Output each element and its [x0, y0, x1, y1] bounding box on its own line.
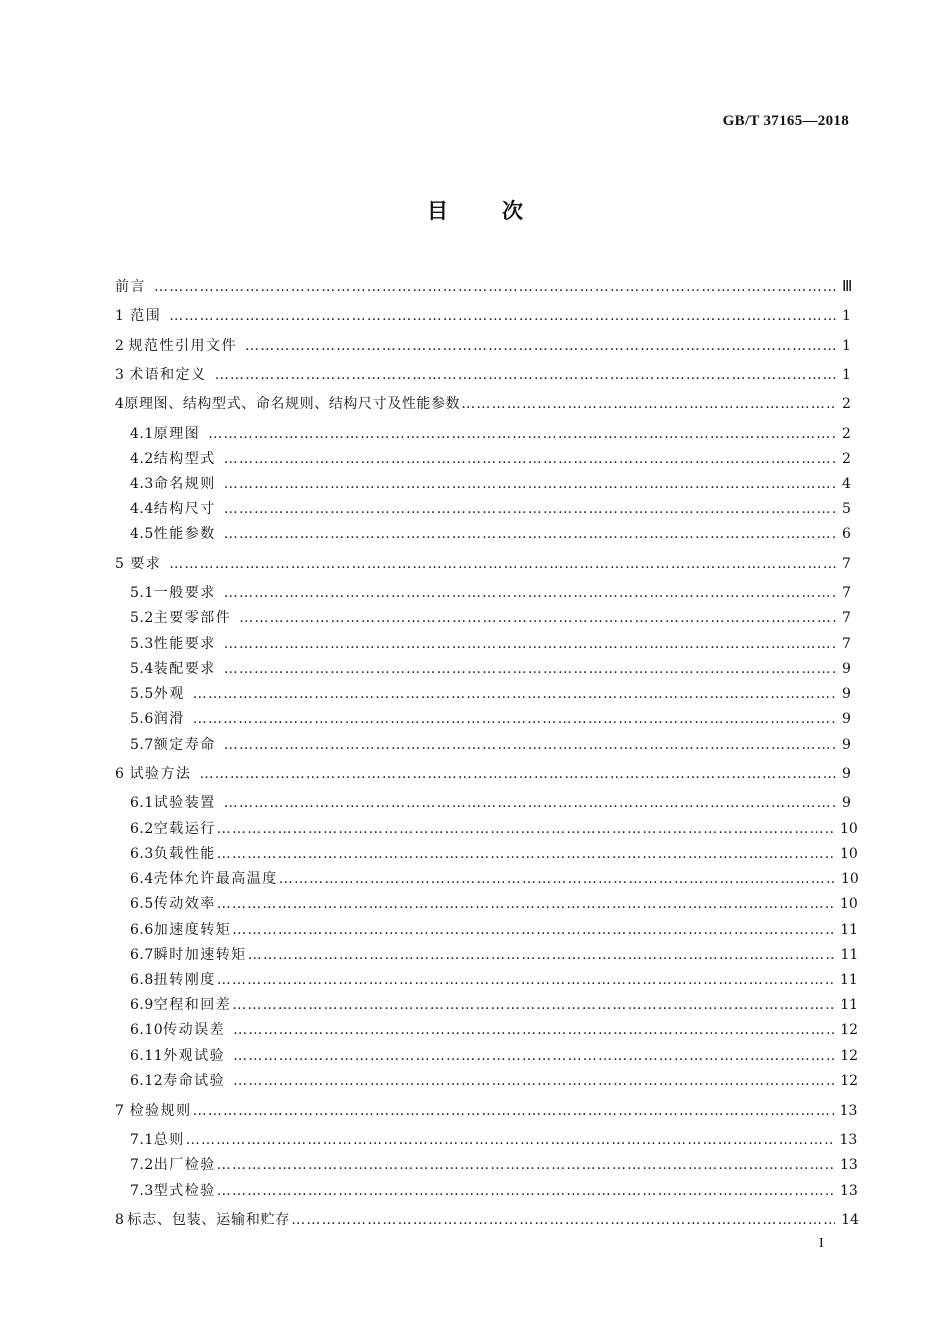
toc-entry-6[interactable] [115, 763, 850, 785]
toc-page: 7 [842, 585, 851, 601]
toc-label: 术语和定义 [129, 367, 207, 383]
dot-leader [217, 1154, 834, 1176]
toc-entry-5-2[interactable] [130, 607, 850, 629]
toc-page: 12 [840, 1022, 859, 1038]
toc-page: 13 [839, 1157, 858, 1173]
toc-label: 标志、包装、运输和贮存 [127, 1212, 291, 1228]
dot-leader [224, 658, 836, 680]
toc-number: 5.3 [130, 636, 154, 652]
dot-leader [154, 276, 836, 298]
toc-page: 9 [842, 711, 851, 727]
toc-label: 瞬时加速转矩 [153, 947, 247, 963]
toc-page: 6 [842, 526, 851, 542]
toc-entry-7-3[interactable] [130, 1180, 858, 1202]
toc-number: 4.5 [130, 526, 154, 542]
toc-page: 10 [839, 821, 858, 837]
toc-entry-6-11[interactable] [130, 1045, 859, 1067]
toc-label: 范围 [130, 308, 162, 324]
toc-page: 4 [842, 476, 851, 492]
toc-number: 5.6 [130, 711, 154, 727]
toc-label: 传动误差 [163, 1022, 226, 1038]
dot-leader [215, 364, 836, 386]
dot-leader [224, 498, 836, 520]
table-of-contents [115, 0, 859, 1344]
toc-label: 型式检验 [153, 1183, 216, 1199]
toc-entry-preface[interactable] [115, 276, 850, 298]
toc-label: 前言 [115, 279, 146, 295]
dot-leader [193, 1100, 834, 1122]
toc-entry-6-5[interactable] [130, 893, 858, 915]
toc-label: 性能参数 [153, 526, 216, 542]
dot-leader [217, 893, 834, 915]
toc-label: 命名规则 [153, 476, 216, 492]
toc-number: 6.12 [130, 1073, 164, 1089]
toc-label: 原理图 [153, 426, 201, 442]
toc-label: 外观 [153, 686, 185, 702]
toc-entry-6-12[interactable] [130, 1070, 859, 1092]
standard-code: GB/T 37165—2018 [722, 113, 849, 129]
toc-number: 4.3 [130, 476, 154, 492]
dot-leader [239, 607, 836, 629]
toc-number: 5.2 [130, 610, 154, 626]
toc-label: 试验方法 [129, 766, 192, 782]
toc-page: 9 [842, 661, 851, 677]
toc-page: 2 [842, 451, 851, 467]
toc-page: 7 [842, 636, 851, 652]
toc-entry-5-1[interactable] [130, 582, 850, 604]
toc-page: 5 [842, 501, 851, 517]
toc-label: 规范性引用文件 [128, 338, 237, 354]
toc-page: 10 [839, 896, 858, 912]
toc-entry-5-6[interactable] [130, 708, 850, 730]
toc-page: 1 [842, 367, 851, 383]
dot-leader [224, 448, 836, 470]
toc-entry-7[interactable] [115, 1100, 858, 1122]
toc-entry-6-7[interactable] [130, 944, 859, 966]
toc-page: 1 [842, 308, 851, 324]
toc-entry-6-10[interactable] [130, 1019, 859, 1041]
toc-number: 7.2 [130, 1157, 154, 1173]
toc-number: 8 [115, 1212, 125, 1228]
toc-number: 6.11 [130, 1048, 164, 1064]
dot-leader [224, 473, 836, 495]
dot-leader [217, 1180, 834, 1202]
dot-leader [186, 1129, 834, 1151]
toc-number: 6.6 [130, 922, 154, 938]
toc-label: 寿命试验 [163, 1073, 226, 1089]
toc-entry-5-7[interactable] [130, 734, 850, 756]
toc-number: 2 [115, 338, 125, 354]
toc-page: 1 [842, 338, 851, 354]
toc-entry-5-5[interactable] [130, 683, 850, 705]
toc-entry-7-2[interactable] [130, 1154, 858, 1176]
toc-number: 6.10 [130, 1022, 164, 1038]
toc-label: 检验规则 [129, 1103, 192, 1119]
toc-page: 13 [839, 1183, 858, 1199]
toc-label: 性能要求 [153, 636, 216, 652]
toc-number: 4.2 [130, 451, 154, 467]
toc-label: 外观试验 [163, 1048, 226, 1064]
dot-leader [169, 553, 836, 575]
toc-entry-4-1[interactable] [130, 423, 850, 445]
dot-leader [169, 305, 836, 327]
toc-label: 原理图、结构型式、命名规则、结构尺寸及性能参数 [124, 396, 461, 412]
toc-entry-6-1[interactable] [130, 792, 850, 814]
toc-page: 13 [839, 1103, 858, 1119]
toc-page: 10 [839, 846, 858, 862]
toc-entry-4[interactable] [115, 393, 850, 415]
toc-page: 14 [841, 1212, 859, 1228]
toc-entry-6-3[interactable] [130, 843, 858, 865]
toc-number: 3 [115, 367, 125, 383]
toc-number: 6 [115, 766, 125, 782]
toc-number: 4.4 [130, 501, 154, 517]
toc-number: 5.7 [130, 737, 154, 753]
toc-page: 11 [840, 997, 859, 1013]
toc-entry-5-3[interactable] [130, 633, 850, 655]
toc-page: 12 [840, 1073, 859, 1089]
toc-label: 负载性能 [153, 846, 216, 862]
dot-leader [217, 843, 834, 865]
dot-leader [217, 818, 834, 840]
toc-label: 扭转刚度 [153, 972, 216, 988]
toc-number: 7 [115, 1103, 125, 1119]
toc-number: 6.7 [130, 947, 154, 963]
toc-page: 9 [842, 795, 851, 811]
toc-number: 6.5 [130, 896, 154, 912]
toc-label: 总则 [153, 1132, 185, 1148]
toc-page: 11 [839, 972, 858, 988]
toc-label: 结构型式 [153, 451, 216, 467]
dot-leader [232, 919, 834, 941]
dot-leader [224, 734, 836, 756]
toc-label: 润滑 [153, 711, 185, 727]
dot-leader [279, 868, 835, 890]
toc-label: 装配要求 [153, 661, 216, 677]
toc-page: 9 [842, 686, 851, 702]
toc-label: 传动效率 [153, 896, 216, 912]
toc-label: 加速度转矩 [153, 922, 232, 938]
dot-leader [193, 708, 836, 730]
toc-page: 13 [839, 1132, 858, 1148]
toc-page: 2 [842, 426, 851, 442]
toc-entry-3[interactable] [115, 364, 850, 386]
dot-leader [208, 423, 836, 445]
toc-label: 一般要求 [153, 585, 216, 601]
toc-number: 5.5 [130, 686, 154, 702]
toc-entry-6-4[interactable] [130, 868, 859, 890]
toc-number: 4.1 [130, 426, 154, 442]
toc-number: 4 [115, 396, 125, 412]
dot-leader [233, 1045, 834, 1067]
page-number: I [819, 1236, 824, 1251]
toc-entry-4-2[interactable] [130, 448, 850, 470]
dot-leader [245, 335, 836, 357]
dot-leader [248, 944, 835, 966]
dot-leader [291, 1209, 835, 1231]
toc-page: Ⅲ [842, 279, 852, 295]
dot-leader [217, 969, 834, 991]
toc-entry-5-4[interactable] [130, 658, 850, 680]
toc-number: 6.9 [130, 997, 154, 1013]
page-title: 目次 [427, 199, 577, 223]
toc-label: 出厂检验 [153, 1157, 216, 1173]
dot-leader [461, 393, 836, 415]
toc-entry-6-6[interactable] [130, 919, 859, 941]
toc-entry-8[interactable] [115, 1209, 859, 1231]
toc-entry-7-1[interactable] [130, 1129, 858, 1151]
toc-label: 空程和回差 [153, 997, 232, 1013]
toc-number: 7.1 [130, 1132, 154, 1148]
toc-page: 11 [840, 947, 859, 963]
toc-label: 壳体允许最高温度 [153, 871, 278, 887]
toc-number: 6.1 [130, 795, 154, 811]
toc-entry-4-3[interactable] [130, 473, 850, 495]
toc-number: 5.4 [130, 661, 154, 677]
toc-page: 9 [842, 766, 851, 782]
toc-entry-4-4[interactable] [130, 498, 850, 520]
toc-page: 7 [842, 556, 851, 572]
toc-label: 额定寿命 [153, 737, 216, 753]
toc-label: 主要零部件 [153, 610, 232, 626]
toc-number: 6.8 [130, 972, 154, 988]
toc-entry-1[interactable] [115, 305, 850, 327]
toc-number: 5.1 [130, 585, 154, 601]
toc-page: 7 [842, 610, 851, 626]
toc-page: 11 [840, 922, 859, 938]
dot-leader [233, 1019, 834, 1041]
toc-entry-2[interactable] [115, 335, 850, 357]
toc-entry-6-2[interactable] [130, 818, 858, 840]
dot-leader [193, 683, 836, 705]
dot-leader [224, 792, 836, 814]
toc-page: 2 [842, 396, 851, 412]
toc-label: 要求 [130, 556, 162, 572]
toc-label: 空载运行 [153, 821, 216, 837]
toc-entry-4-5[interactable] [130, 523, 850, 545]
toc-number: 1 [115, 308, 125, 324]
toc-entry-6-9[interactable] [130, 994, 859, 1016]
dot-leader [224, 523, 836, 545]
toc-entry-5[interactable] [115, 553, 850, 575]
dot-leader [224, 582, 836, 604]
toc-number: 6.2 [130, 821, 154, 837]
toc-number: 6.3 [130, 846, 154, 862]
toc-number: 6.4 [130, 871, 154, 887]
toc-page: 12 [840, 1048, 859, 1064]
toc-page: 10 [840, 871, 859, 887]
dot-leader [200, 763, 836, 785]
dot-leader [232, 994, 834, 1016]
dot-leader [233, 1070, 834, 1092]
toc-number: 5 [115, 556, 125, 572]
toc-page: 9 [842, 737, 851, 753]
toc-number: 7.3 [130, 1183, 154, 1199]
toc-label: 试验装置 [153, 795, 216, 811]
toc-label: 结构尺寸 [153, 501, 216, 517]
toc-entry-6-8[interactable] [130, 969, 858, 991]
dot-leader [224, 633, 836, 655]
